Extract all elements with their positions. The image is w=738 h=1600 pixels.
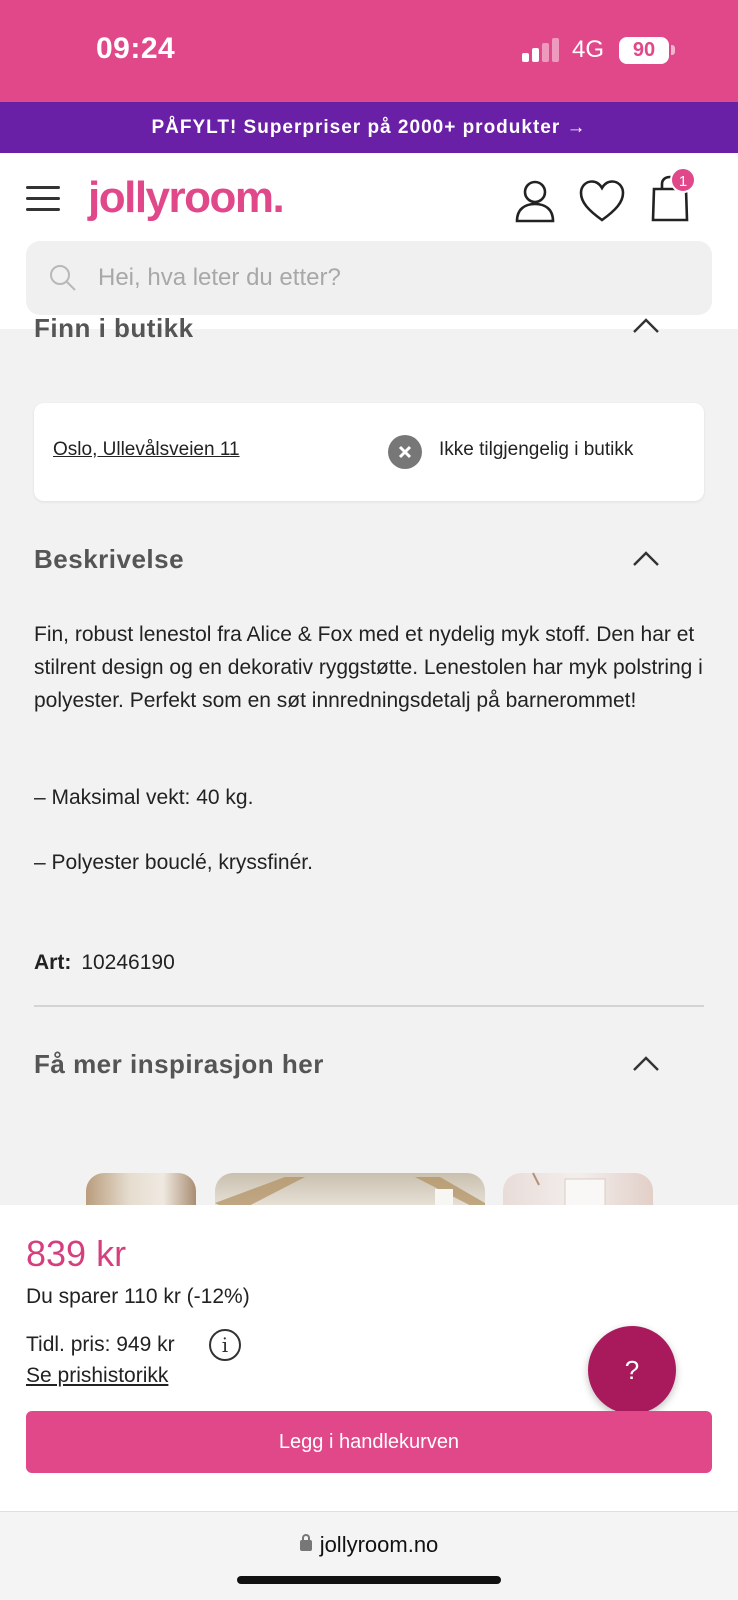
wishlist-heart-icon[interactable] <box>578 179 626 228</box>
product-details <box>0 313 738 1205</box>
previous-price: Tidl. pris: 949 kr <box>26 1333 175 1356</box>
description-weight: – Maksimal vekt: 40 kg. <box>34 786 254 809</box>
menu-icon[interactable] <box>26 186 60 212</box>
savings-text: Du sparer 110 kr (-12%) <box>26 1285 250 1308</box>
inspiration-title[interactable]: Få mer inspirasjon her <box>34 1049 324 1079</box>
help-button[interactable]: ? <box>588 1326 676 1414</box>
promo-banner[interactable]: PÅFYLT! Superpriser på 2000+ produkter → <box>0 102 738 153</box>
search-icon <box>48 263 78 293</box>
divider <box>34 1005 704 1007</box>
article-label: Art: <box>34 951 72 974</box>
product-price: 839 kr <box>26 1233 127 1274</box>
article-value: 10246190 <box>81 951 175 974</box>
store-link[interactable]: Oslo, Ullevålsveien 11 <box>53 439 240 460</box>
price-panel <box>0 1205 738 1511</box>
home-indicator[interactable] <box>237 1576 501 1584</box>
store-availability-card <box>34 403 704 501</box>
cart-count-badge: 1 <box>670 167 696 193</box>
search-bar[interactable] <box>26 241 712 315</box>
description-material: – Polyester bouclé, kryssfinér. <box>34 851 313 874</box>
chevron-up-icon[interactable] <box>630 1053 662 1073</box>
account-icon[interactable] <box>514 179 556 228</box>
network-type: 4G <box>572 36 605 63</box>
store-availability-status: Ikke tilgjengelig i butikk <box>439 439 634 460</box>
site-header <box>0 153 738 329</box>
search-input[interactable] <box>98 241 698 315</box>
store-section-title[interactable]: Finn i butikk <box>34 313 194 343</box>
cellular-signal-icon <box>522 38 562 62</box>
article-number <box>34 951 175 975</box>
url-display[interactable] <box>0 1532 738 1558</box>
status-time: 09:24 <box>96 32 176 65</box>
unavailable-x-icon <box>388 435 422 469</box>
battery-icon: 90 <box>619 37 669 64</box>
browser-address-bar <box>0 1511 738 1600</box>
battery-tip <box>671 45 675 55</box>
chevron-up-icon[interactable] <box>630 315 662 335</box>
description-text: Fin, robust lenestol fra Alice & Fox med et nydelig myk stoff. Den har et stilrent design og en dekorativ ryggstøtte. Lenestolen har myk polstring i polyester. Perfekt som en søt innredningsdetalj på barnerommet! <box>34 623 703 712</box>
description-title[interactable]: Beskrivelse <box>34 544 185 574</box>
jollyroom-logo[interactable]: jollyroom. <box>88 173 284 222</box>
status-bar <box>0 0 738 102</box>
price-history-link[interactable]: Se prishistorikk <box>26 1364 169 1387</box>
add-to-cart-button[interactable]: Legg i handlekurven <box>26 1411 712 1473</box>
chevron-up-icon[interactable] <box>630 548 662 568</box>
info-icon[interactable]: i <box>209 1329 241 1361</box>
url-text: jollyroom.no <box>319 1532 439 1557</box>
lock-icon <box>300 1540 312 1551</box>
